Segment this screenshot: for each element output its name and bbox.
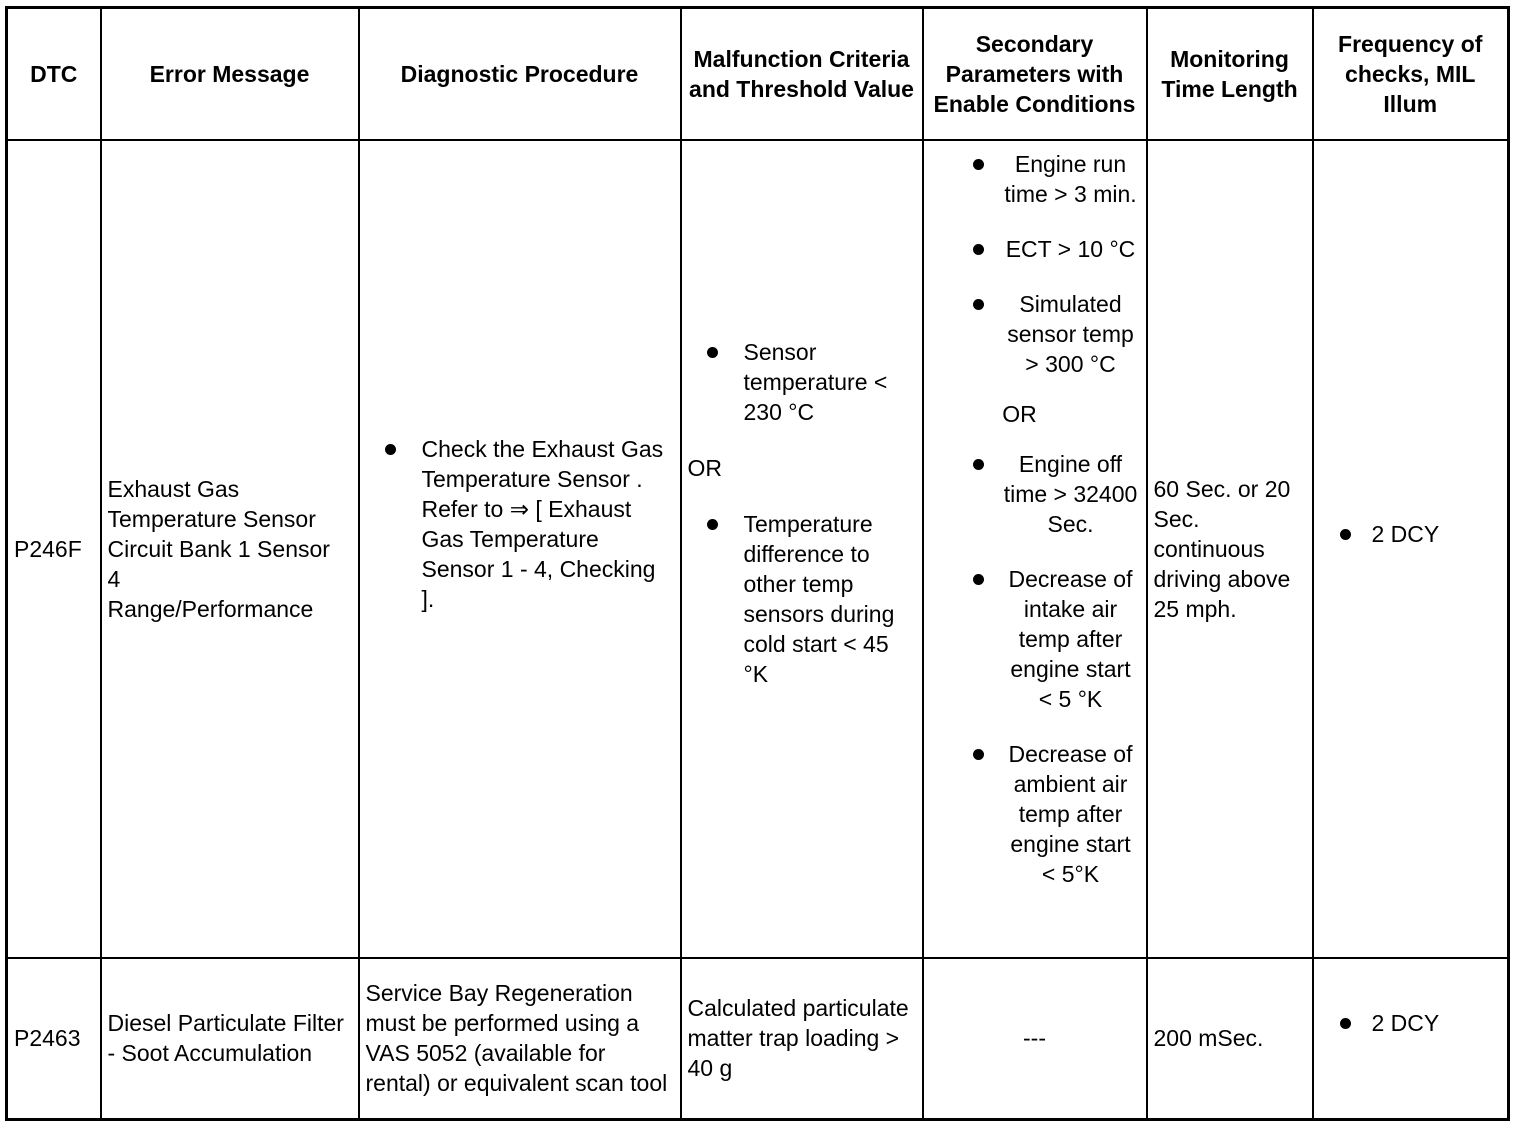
header-diagnostic-procedure: Diagnostic Procedure — [359, 8, 681, 140]
condition-or: OR — [1002, 400, 1037, 427]
monitoring-time: 200 mSec. — [1147, 958, 1313, 1120]
bullet-icon — [707, 519, 718, 530]
condition-item: Engine off time > 32400 Sec. — [1003, 450, 1138, 537]
criteria-item: Temperature difference to other temp sensors during cold start < 45 °K — [743, 510, 895, 687]
bullet-icon — [1340, 529, 1351, 540]
bullet-icon — [973, 459, 984, 470]
bullet-icon — [973, 299, 984, 310]
condition-item: Simulated sensor temp > 300 °C — [1007, 290, 1134, 377]
table-row — [7, 958, 1509, 1120]
condition-item: Decrease of intake air temp after engine start < 5 °K — [1008, 565, 1133, 712]
header-error-message: Error Message — [101, 8, 359, 140]
condition-item: Engine run time > 3 min. — [1004, 150, 1137, 207]
malfunction-criteria — [681, 140, 923, 958]
header-secondary-parameters: Secondary Parameters with Enable Conditions — [923, 8, 1147, 140]
header-monitoring-time: Monitoring Time Length — [1147, 8, 1313, 140]
condition-item: ECT > 10 °C — [1005, 235, 1136, 262]
bullet-icon — [973, 159, 984, 170]
bullet-icon — [973, 749, 984, 760]
diagnostic-procedure: Service Bay Regeneration must be performed using a VAS 5052 (available for rental) or equivalent scan tool — [359, 958, 681, 1120]
dtc-table — [5, 6, 1510, 1121]
error-message: Diesel Particulate Filter - Soot Accumulation — [101, 958, 359, 1120]
bullet-icon — [385, 444, 396, 455]
error-message: Exhaust Gas Temperature Sensor Circuit Bank 1 Sensor 4 Range/Performance — [101, 140, 359, 958]
diagnostic-procedure — [359, 140, 681, 958]
malfunction-criteria: Calculated particulate matter trap loading > 40 g — [681, 958, 923, 1120]
frequency — [1313, 140, 1509, 958]
frequency — [1313, 958, 1509, 1120]
frequency-value: 2 DCY — [1371, 520, 1440, 547]
secondary-parameters: --- — [923, 958, 1147, 1120]
table-row — [7, 140, 1509, 958]
header-malfunction-criteria: Malfunction Criteria and Threshold Value — [681, 8, 923, 140]
bullet-icon — [707, 347, 718, 358]
dtc-code: P2463 — [7, 958, 101, 1120]
bullet-icon — [973, 574, 984, 585]
condition-item: Decrease of ambient air temp after engine start < 5°K — [1008, 740, 1133, 887]
bullet-icon — [1340, 1018, 1351, 1029]
criteria-item: Sensor temperature < 230 °C — [743, 338, 888, 425]
header-frequency: Frequency of checks, MIL Illum — [1313, 8, 1509, 140]
monitoring-time: 60 Sec. or 20 Sec. continuous driving above 25 mph. — [1147, 140, 1313, 958]
secondary-parameters — [923, 140, 1147, 958]
procedure-text: Check the Exhaust Gas Temperature Sensor . Refer to ⇒ [ Exhaust Gas Temperature Sensor 1 - 4, Checking ]. — [421, 435, 664, 612]
criteria-or: OR — [687, 454, 722, 481]
bullet-icon — [973, 244, 984, 255]
header-dtc: DTC — [7, 8, 101, 140]
frequency-value: 2 DCY — [1371, 1010, 1440, 1037]
header-row — [7, 8, 1509, 140]
dtc-code: P246F — [7, 140, 101, 958]
